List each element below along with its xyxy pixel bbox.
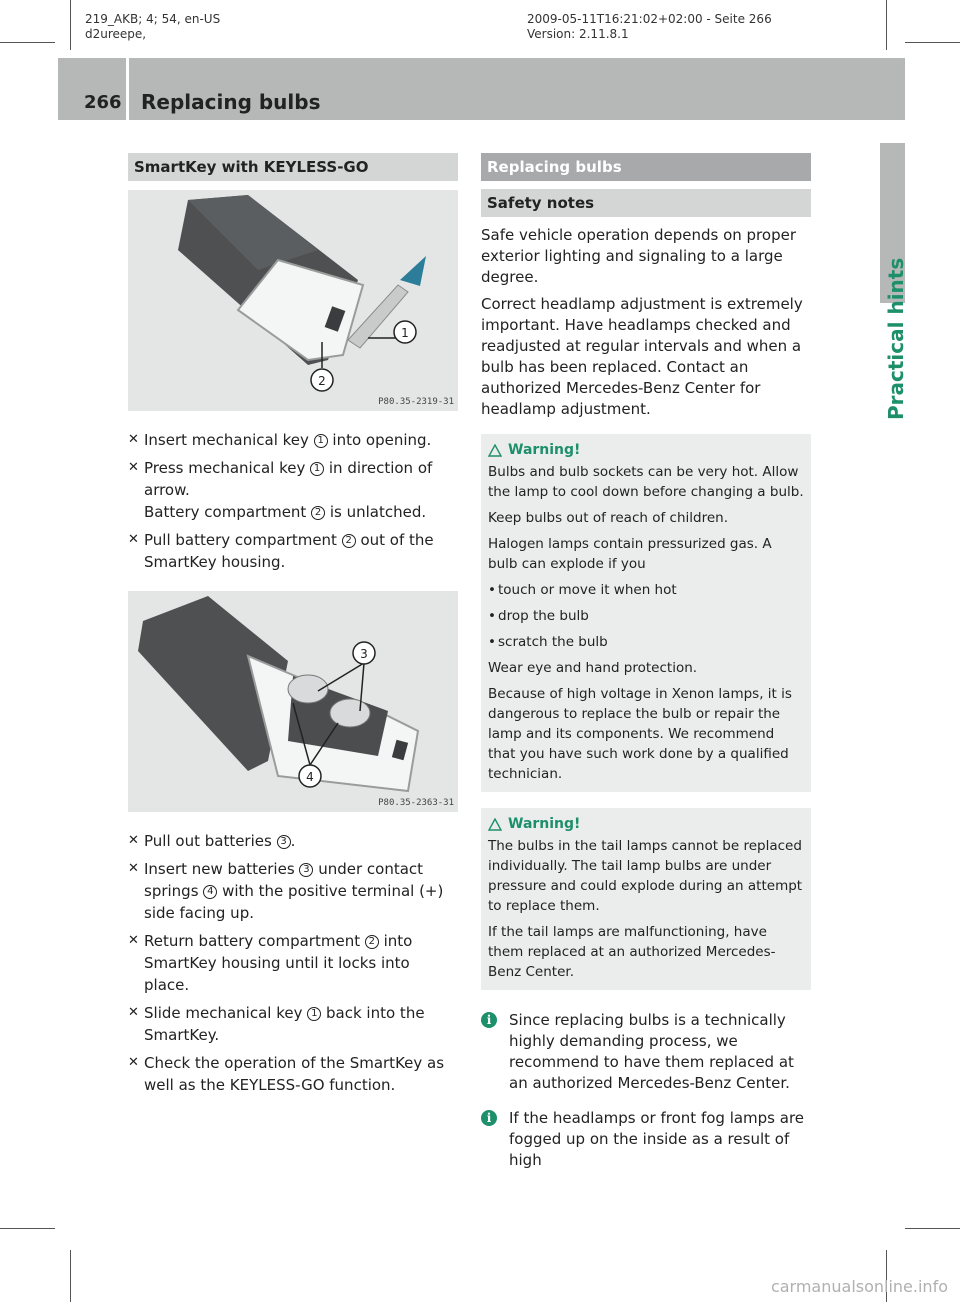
- figure-smartkey-batteries: [128, 591, 458, 812]
- crop-mark: [905, 1228, 960, 1229]
- step-text: Check the operation of the SmartKey as well as the KEYLESS-GO function.: [144, 1054, 445, 1094]
- warning-text: Because of high voltage in Xenon lamps, it is dangerous to replace the bulb or repair the lamp and its components. We recommend that you have such work done by a qualified technician.: [488, 686, 792, 782]
- crop-mark: [886, 0, 887, 50]
- steps-list-2: [128, 830, 458, 1096]
- page-title: Replacing bulbs: [141, 90, 321, 114]
- crop-mark: [0, 42, 55, 43]
- step-text: in direction of arrow.: [144, 459, 433, 499]
- warning-box-1: [481, 434, 811, 792]
- step-result-text: Battery compartment: [144, 503, 312, 521]
- watermark: carmanualsonline.info: [770, 1277, 948, 1296]
- info-note: [481, 1010, 811, 1094]
- ref-number-2: 2: [342, 534, 356, 548]
- warning-text: The bulbs in the tail lamps cannot be replaced individually. The tail lamp bulbs are under pressure and could explode during an attempt to replace them.: [488, 838, 803, 914]
- figure-code: P80.35-2319-31: [378, 397, 454, 407]
- ref-number-3: 3: [299, 863, 313, 877]
- warning-header: [488, 442, 804, 458]
- step-marker-icon: ✕: [128, 432, 139, 447]
- step-marker-icon: ✕: [128, 833, 139, 848]
- step-item: [128, 457, 458, 523]
- step-item: [128, 529, 458, 573]
- print-meta-right: [527, 12, 772, 42]
- warning-title: Warning!: [508, 442, 581, 458]
- step-text: Pull battery compartment: [144, 531, 342, 549]
- figure-code: P80.35-2363-31: [378, 798, 454, 808]
- ref-number-3: 3: [277, 835, 291, 849]
- info-text: If the headlamps or front fog lamps are fogged up on the inside as a result of high: [509, 1109, 805, 1169]
- step-text: under contact springs: [144, 860, 424, 900]
- step-marker-icon: ✕: [128, 532, 139, 547]
- step-text: into opening.: [327, 431, 432, 449]
- side-tab-label: Practical hints: [884, 257, 908, 420]
- left-column: [128, 153, 458, 1102]
- step-text: Slide mechanical key: [144, 1004, 308, 1022]
- info-note: [481, 1108, 811, 1171]
- section-title-smartkey: SmartKey with KEYLESS-GO: [128, 153, 458, 181]
- warning-title: Warning!: [508, 816, 581, 832]
- step-marker-icon: ✕: [128, 1005, 139, 1020]
- header-divider: [126, 58, 129, 120]
- warning-box-2: [481, 808, 811, 990]
- step-marker-icon: ✕: [128, 933, 139, 948]
- steps-list-1: [128, 429, 458, 573]
- step-text: Return battery compartment: [144, 932, 365, 950]
- step-text: .: [290, 832, 296, 850]
- print-meta-left-line2: d2ureepe,: [85, 27, 147, 41]
- step-result-text: is unlatched.: [325, 503, 427, 521]
- step-text: Press mechanical key: [144, 459, 311, 477]
- print-meta-right-line2: Version: 2.11.8.1: [527, 27, 629, 41]
- svg-text:3: 3: [360, 647, 368, 661]
- step-marker-icon: ✕: [128, 1055, 139, 1070]
- battery-illustration: [128, 591, 458, 812]
- warning-text: Halogen lamps contain pressurized gas. A bulb can explode if you: [488, 536, 772, 572]
- paragraph: Correct headlamp adjustment is extremely important. Have headlamps checked and readjusted at regular intervals and when a bulb has been replaced. Contact an authorized Mercedes-Benz Center for headlamp adjustment.: [481, 295, 803, 418]
- step-result: [144, 501, 458, 523]
- step-text: into SmartKey housing until it locks into place.: [144, 932, 413, 994]
- warning-bullet: • touch or move it when hot: [488, 580, 804, 600]
- print-meta-left-line1: 219_AKB; 4; 54, en-US: [85, 12, 221, 26]
- warning-text: Wear eye and hand protection.: [488, 660, 698, 676]
- warning-text: If the tail lamps are malfunctioning, have them replaced at an authorized Mercedes-Benz Center.: [488, 924, 776, 980]
- step-text: Insert new batteries: [144, 860, 300, 878]
- ref-number-2: 2: [311, 506, 325, 520]
- print-meta-right-line1: 2009-05-11T16:21:02+02:00 - Seite 266: [527, 12, 772, 26]
- step-text: Insert mechanical key: [144, 431, 314, 449]
- crop-mark: [70, 1250, 71, 1302]
- svg-text:4: 4: [306, 770, 314, 784]
- ref-number-4: 4: [203, 885, 217, 899]
- svg-text:2: 2: [318, 374, 326, 388]
- step-item: [128, 429, 458, 451]
- paragraph: Safe vehicle operation depends on proper exterior lighting and signaling to a large degree.: [481, 226, 796, 286]
- ref-number-1: 1: [310, 462, 324, 476]
- warning-bullet: • drop the bulb: [488, 606, 804, 626]
- step-marker-icon: ✕: [128, 460, 139, 475]
- info-icon: i: [481, 1110, 497, 1126]
- step-item: [128, 1002, 458, 1046]
- step-item: [128, 1052, 458, 1096]
- info-icon: i: [481, 1012, 497, 1028]
- warning-triangle-icon: [488, 444, 502, 457]
- step-item: [128, 930, 458, 996]
- right-column: [481, 153, 811, 1171]
- chapter-title: Replacing bulbs: [481, 153, 811, 181]
- warning-bullet: • scratch the bulb: [488, 632, 804, 652]
- crop-mark: [0, 1228, 55, 1229]
- warning-header: [488, 816, 804, 832]
- ref-number-2: 2: [365, 935, 379, 949]
- crop-mark: [905, 42, 960, 43]
- ref-number-1: 1: [314, 434, 328, 448]
- step-item: [128, 858, 458, 924]
- step-text: Pull out batteries: [144, 832, 277, 850]
- warning-text: Bulbs and bulb sockets can be very hot. Allow the lamp to cool down before changing a bulb.: [488, 464, 804, 500]
- warning-triangle-icon: [488, 818, 502, 831]
- section-title-safety: Safety notes: [481, 189, 811, 217]
- step-text: with the positive terminal (+) side facing up.: [144, 882, 444, 922]
- step-marker-icon: ✕: [128, 861, 139, 876]
- ref-number-1: 1: [307, 1007, 321, 1021]
- page-number: 266: [84, 92, 122, 113]
- step-item: [128, 830, 458, 852]
- svg-text:1: 1: [401, 326, 409, 340]
- step-text: out of the SmartKey housing.: [144, 531, 434, 571]
- info-text: Since replacing bulbs is a technically highly demanding process, we recommend to have them replaced at an authorized Mercedes-Benz Center.: [509, 1011, 794, 1092]
- warning-text: Keep bulbs out of reach of children.: [488, 510, 728, 526]
- figure-smartkey-key: [128, 190, 458, 411]
- print-meta-left: [85, 12, 220, 42]
- step-text: back into the SmartKey.: [144, 1004, 425, 1044]
- crop-mark: [70, 0, 71, 50]
- smartkey-illustration: [128, 190, 458, 411]
